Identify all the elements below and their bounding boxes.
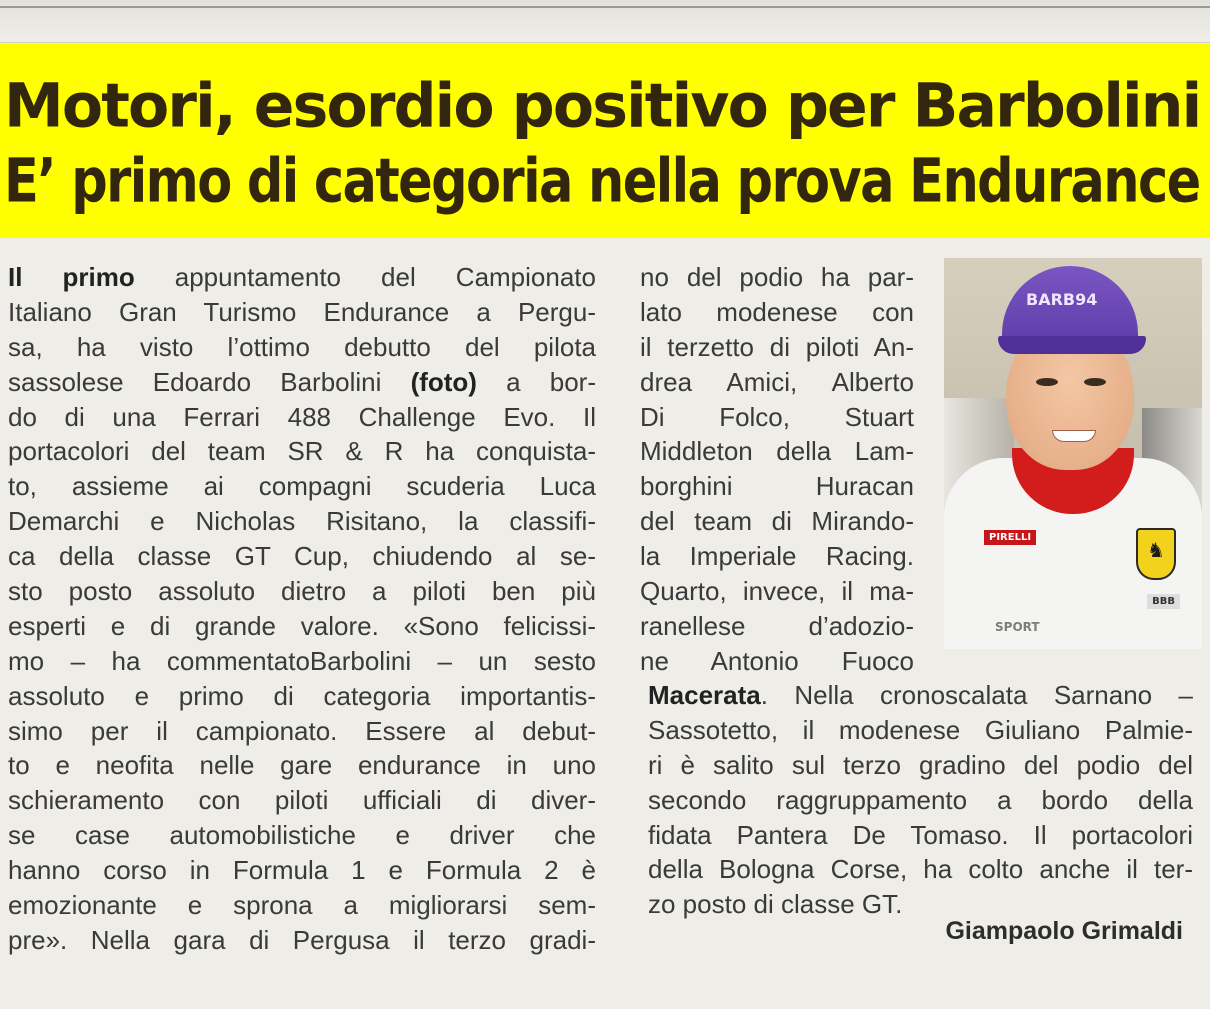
text-line: [640, 539, 914, 574]
right-eye: [1084, 378, 1106, 386]
line-text: drea Amici, Alberto: [640, 366, 914, 397]
line-text: della Bologna Corse, ha colto anche il ter-: [648, 854, 1193, 885]
smile: [1052, 430, 1096, 442]
text-line: [8, 574, 596, 609]
line-text: no del podio ha par-: [640, 262, 914, 292]
line-text: schieramento con piloti ufficiali di diver-: [8, 785, 596, 816]
line-text: borghini Huracan: [640, 471, 914, 502]
text-line: [640, 574, 914, 609]
line-text: . Nella cronoscalata Sarnano –: [760, 680, 1193, 710]
line-text: emozionante e sprona a migliorarsi sem-: [8, 890, 596, 921]
line-text: Quarto, invece, il ma-: [640, 576, 914, 607]
text-line: [648, 818, 1193, 853]
line-text: lato modenese con: [640, 296, 914, 327]
line-text: la Imperiale Racing.: [640, 541, 914, 572]
text-line: [8, 469, 596, 504]
text-line: [8, 609, 596, 644]
line-text: fidata Pantera De Tomaso. Il portacolori: [648, 819, 1193, 850]
line-text: to e neofita nelle gare endurance in uno: [8, 750, 596, 781]
bold-lead: Il primo: [8, 262, 135, 292]
text-line: [648, 852, 1193, 887]
line-text: appuntamento del Campionato: [134, 262, 596, 292]
text-line: [640, 644, 914, 679]
text-line: [640, 295, 914, 330]
line-text: do di una Ferrari 488 Challenge Evo. Il: [8, 401, 596, 432]
line-text: assoluto e primo di categoria importantis-: [8, 680, 596, 711]
text-line: [640, 400, 914, 435]
text-line: [8, 818, 596, 853]
text-line: [640, 330, 914, 365]
line-text: Middleton della Lam-: [640, 436, 914, 467]
text-line: [8, 923, 596, 958]
text-line: [8, 260, 596, 295]
text-line: [8, 539, 596, 574]
line-text: Demarchi e Nicholas Risitano, la classifi-: [8, 506, 596, 537]
line-text: Italiano Gran Turismo Endurance a Pergu-: [8, 296, 596, 327]
text-line: [8, 714, 596, 749]
text-line: [8, 434, 596, 469]
line-text: se case automobilistiche e driver che: [8, 820, 596, 851]
sponsor-patch-sport: SPORT: [995, 620, 1040, 634]
text-line: [648, 748, 1193, 783]
line-text: to, assieme ai compagni scuderia Luca: [8, 471, 596, 502]
line-text: secondo raggruppamento a bordo della: [648, 784, 1193, 815]
article-column-wide: [648, 678, 1193, 922]
left-eye: [1036, 378, 1058, 386]
headline-line-2: E’ primo di categoria nella prova Endurance: [4, 145, 1200, 217]
driver-photo: [944, 258, 1202, 649]
text-line: [640, 609, 914, 644]
text-line: [8, 783, 596, 818]
text-line: [648, 713, 1193, 748]
cap-brim: [998, 336, 1146, 354]
line-text: ca della classe GT Cup, chiudendo al se-: [8, 541, 596, 572]
line-text: ri è salito sul terzo gradino del podio del: [648, 749, 1193, 780]
text-line: [8, 400, 596, 435]
line-text: mo – ha commentatoBarbolini – un sesto: [8, 645, 596, 676]
line-text: ne Antonio Fuoco: [640, 645, 914, 676]
article-column-left: [8, 260, 596, 958]
text-line: [8, 888, 596, 923]
text-line: [8, 504, 596, 539]
text-line: [8, 748, 596, 783]
text-line: [8, 853, 596, 888]
text-line: [640, 434, 914, 469]
text-line: [8, 365, 596, 400]
text-line: [8, 295, 596, 330]
text-line: [640, 260, 914, 295]
text-line: [8, 330, 596, 365]
line-text: Di Folco, Stuart: [640, 401, 914, 432]
line-text: pre». Nella gara di Pergusa il terzo gradi-: [8, 924, 596, 955]
cap-logo: BARB94: [1026, 290, 1098, 309]
ferrari-shield-icon: ♞: [1136, 528, 1176, 580]
line-text: del team di Mirando-: [640, 506, 914, 537]
text-line: [8, 679, 596, 714]
text-line: [640, 504, 914, 539]
headline-line-1: Motori, esordio positivo per Barbolini: [4, 70, 1201, 142]
line-text: ranellese d’adozio-: [640, 610, 914, 641]
line-text: portacolori del team SR & R ha conquista-: [8, 436, 596, 467]
text-line: [8, 644, 596, 679]
line-text: il terzetto di piloti An-: [640, 331, 914, 362]
page-top-rule: [0, 0, 1210, 43]
text-line: [640, 469, 914, 504]
text-line: [648, 678, 1193, 713]
sponsor-patch-red: PIRELLI: [984, 530, 1036, 545]
line-text: sto posto assoluto dietro a piloti ben più: [8, 576, 596, 607]
line-text: esperti e di grande valore. «Sono felicissi-: [8, 610, 596, 641]
article-column-middle: [640, 260, 914, 679]
text-line: [648, 783, 1193, 818]
line-text: hanno corso in Formula 1 e Formula 2 è: [8, 855, 596, 886]
line-text: sassolese Edoardo Barbolini: [8, 366, 411, 397]
sponsor-patch-right: BBB: [1147, 594, 1180, 609]
text-line: [640, 365, 914, 400]
bold-lead: Macerata: [648, 680, 761, 710]
line-text: sa, ha visto l’ottimo debutto del pilota: [8, 331, 596, 362]
line-text-after: a bor-: [476, 366, 596, 397]
line-text: simo per il campionato. Essere al debut-: [8, 715, 596, 746]
headline-band: [0, 44, 1210, 238]
line-text: zo posto di classe GT.: [648, 889, 903, 920]
line-text: Sassotetto, il modenese Giuliano Palmie-: [648, 714, 1193, 745]
author-byline: Giampaolo Grimaldi: [945, 917, 1183, 945]
bold-inline: (foto): [410, 366, 477, 397]
